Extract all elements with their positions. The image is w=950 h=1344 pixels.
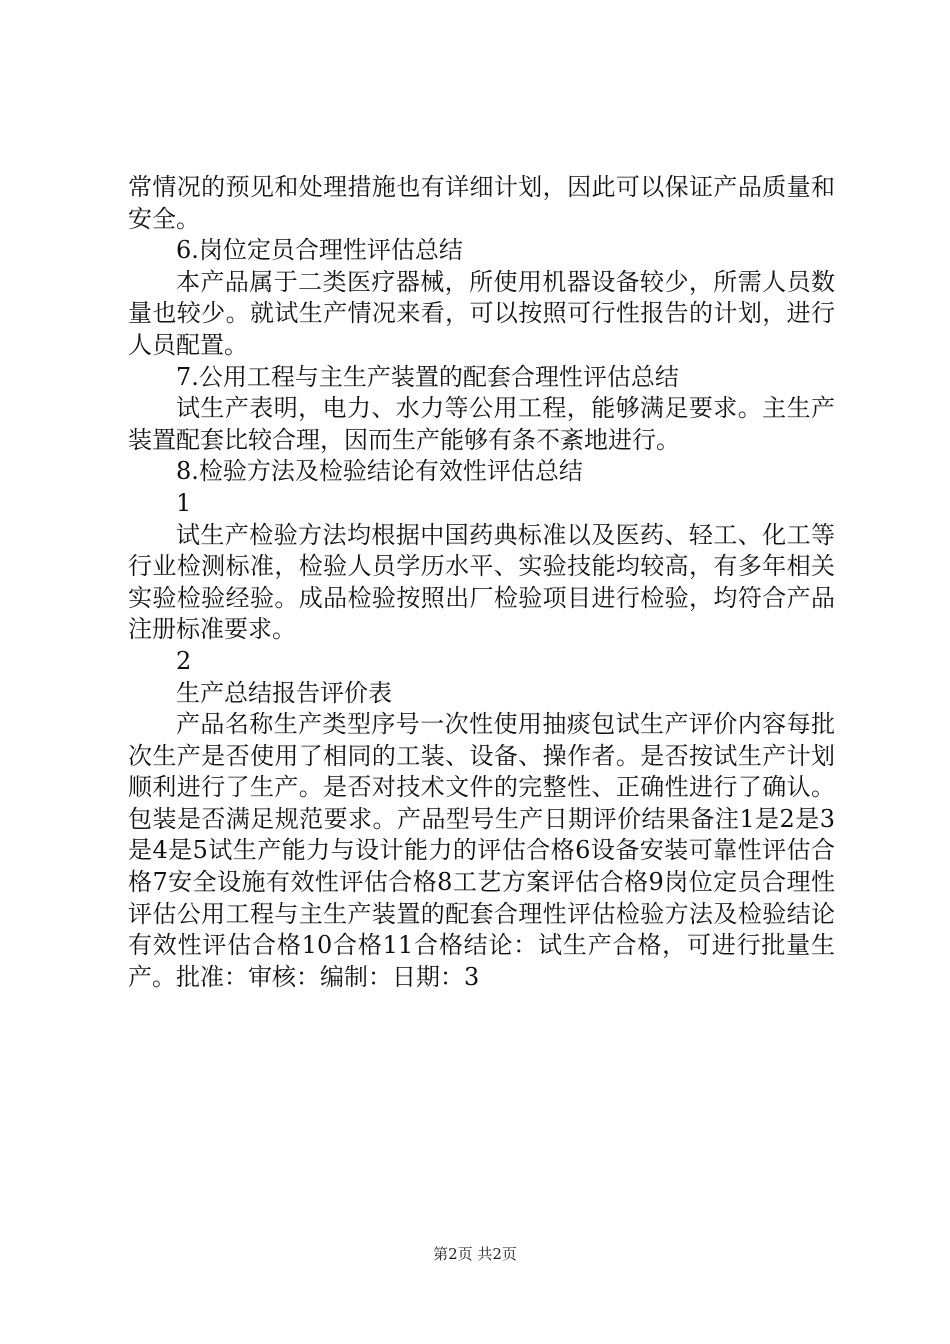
heading-8: 8.检验方法及检验结论有效性评估总结 (176, 457, 583, 486)
paragraph-inspection: 试生产检验方法均根据中国药典标准以及医药、轻工、化工等行业检测标准，检验人员学历水平、实验技能均较高，有多年相关实验检验经验。成品检验按照出厂检验项目进行检验，均符合产品注册标准要求。 (128, 520, 835, 644)
body-text (128, 172, 835, 993)
paragraph-utilities: 试生产表明，电力、水力等公用工程，能够满足要求。主生产装置配套比较合理，因而生产能够有条不紊地进行。 (128, 394, 835, 454)
paragraph-1: 常情况的预见和处理措施也有详细计划，因此可以保证产品质量和安全。 (128, 173, 835, 233)
paragraph-evaluation-table: 产品名称生产类型序号一次性使用抽痰包试生产评价内容每批次生产是否使用了相同的工装、设备、操作者。是否按试生产计划顺利进行了生产。是否对技术文件的完整性、正确性进行了确认。包装是否满足规范要求。产品型号生产日期评价结果备注1是2是3是4是5试生产能力与设计能力的评估合格6设备安装可靠性评估合格7安全设施有效性评估合格8工艺方案评估合格9岗位定员合理性评估公用工程与主生产装置的配套合理性评估检验方法及检验结论有效性评估合格10合格11合格结论：试生产合格，可进行批量生产。批准：审核：编制：日期：3 (128, 710, 835, 991)
table-title: 生产总结报告评价表 (176, 678, 392, 707)
page-marker-1: 1 (176, 488, 192, 517)
heading-7: 7.公用工程与主生产装置的配套合理性评估总结 (176, 362, 679, 391)
paragraph-staffing: 本产品属于二类医疗器械，所使用机器设备较少，所需人员数量也较少。就试生产情况来看，可以按照可行性报告的计划，进行人员配置。 (128, 267, 835, 359)
heading-6: 6.岗位定员合理性评估总结 (176, 236, 463, 265)
page-marker-2: 2 (176, 646, 192, 675)
page-footer: 第2页 共2页 (433, 1245, 517, 1263)
